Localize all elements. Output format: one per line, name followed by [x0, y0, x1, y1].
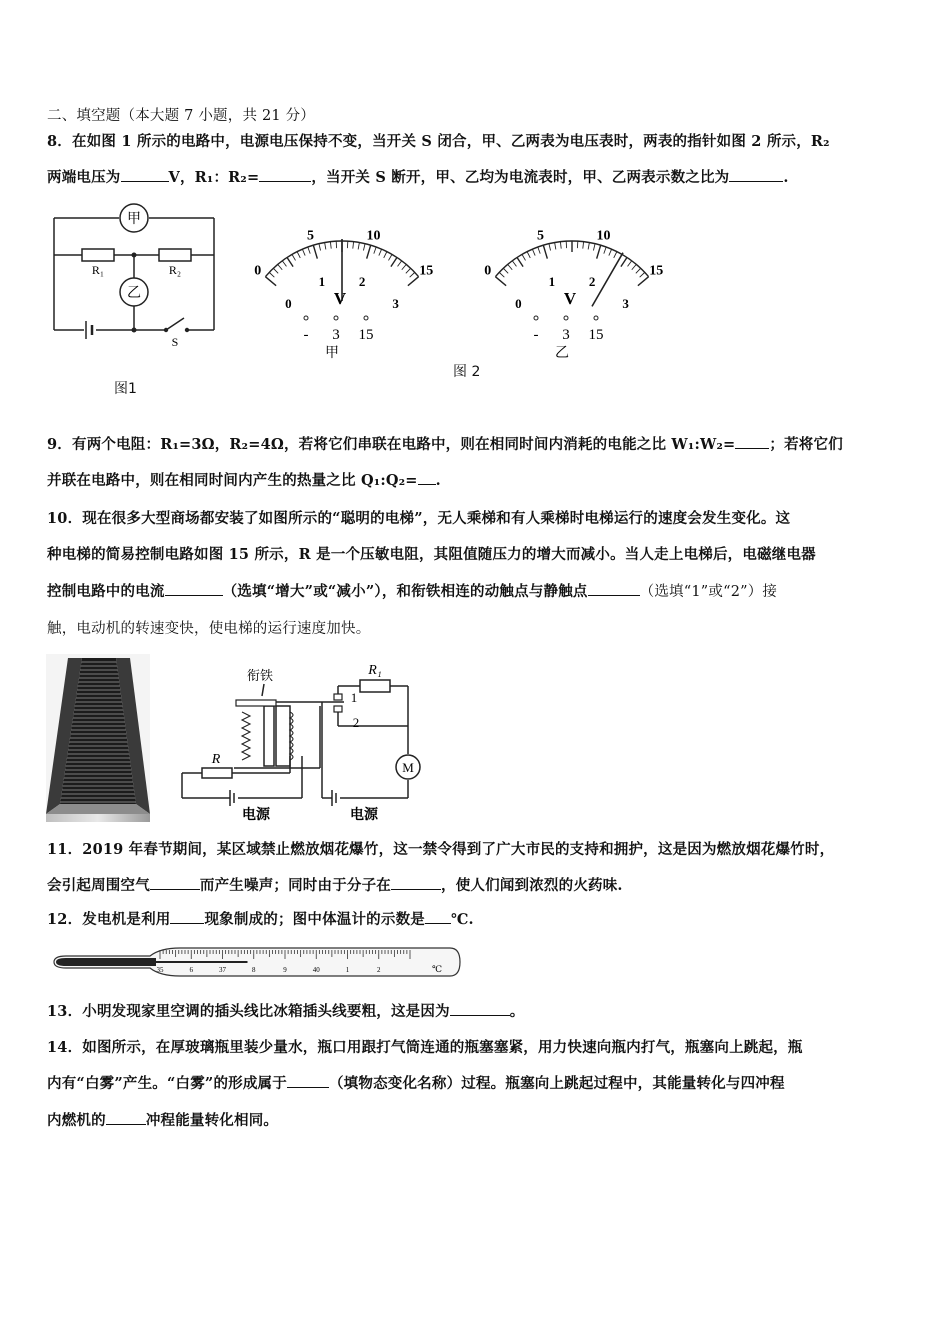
- scale-tick: [604, 247, 606, 254]
- answer-blank[interactable]: [106, 1110, 146, 1125]
- relay-control-circuit: [172, 656, 432, 824]
- answer-blank[interactable]: [735, 434, 769, 449]
- terminal-label: 15: [358, 327, 374, 343]
- scale-tick: [287, 257, 293, 266]
- answer-blank[interactable]: [450, 1001, 510, 1016]
- scale-tick: [517, 257, 523, 266]
- scale-tick: [358, 243, 359, 250]
- escalator-image: [46, 654, 150, 822]
- q13-text-b: 。: [509, 1003, 525, 1020]
- contact-1-label: 1: [350, 690, 358, 705]
- q11-text-a: 会引起周围空气: [47, 877, 150, 894]
- power-source-left-label: 电源: [242, 808, 270, 823]
- scale-tick: [588, 243, 589, 250]
- q12-text-a: 12．发电机是利用: [47, 911, 171, 928]
- section-title: 二、填空题（本大题 7 小题，共 21 分）: [47, 108, 316, 124]
- upper-scale-label: 15: [419, 263, 434, 279]
- meter-name-label: 甲: [325, 346, 339, 361]
- voltmeter-yi: [484, 229, 663, 361]
- q14-line3: [47, 1109, 278, 1130]
- terminal-label: 15: [588, 327, 604, 343]
- power-source-right-label: 电源: [350, 808, 378, 823]
- scale-tick: [319, 244, 321, 251]
- q10-line4: 触，电动机的转速变快，使电梯的运行速度加快。: [47, 621, 371, 637]
- thermometer-scale-label: 35: [156, 966, 164, 974]
- q9-text-b: ；若将它们: [769, 436, 843, 453]
- scale-tick: [508, 264, 512, 269]
- scale-tick: [278, 264, 282, 269]
- scale-tick: [632, 264, 636, 269]
- scale-tick: [398, 261, 402, 267]
- scale-tick: [527, 252, 530, 258]
- figure-2-voltmeters: [228, 206, 698, 366]
- q9-text-c: 并联在电路中，则在相同时间内产生的热量之比 Q₁:Q₂=: [47, 472, 418, 489]
- thermometer-scale-label: 37: [219, 966, 226, 974]
- scale-tick: [636, 268, 641, 273]
- scale-tick: [330, 242, 331, 249]
- scale-tick: [265, 277, 276, 286]
- answer-blank[interactable]: [287, 1073, 329, 1088]
- terminal-post: [334, 316, 338, 320]
- lower-scale-label: 2: [358, 273, 366, 289]
- clinical-thermometer: [50, 944, 462, 980]
- scale-tick: [374, 247, 376, 254]
- thermometer-scale-label: 6: [189, 966, 193, 974]
- scale-tick: [583, 242, 584, 249]
- r2-label: R₂: [168, 263, 182, 277]
- unit-label: V: [563, 289, 577, 308]
- r1-label: R₁: [91, 263, 105, 277]
- scale-tick: [297, 252, 300, 258]
- scale-tick: [522, 254, 526, 260]
- answer-blank[interactable]: [391, 875, 441, 890]
- terminal-post: [564, 316, 568, 320]
- q8-text-c: ，当开关 S 断开，甲、乙均为电流表时，甲、乙两表示数之比为: [311, 169, 730, 186]
- thermometer-scale-label: 40: [312, 966, 320, 974]
- scale-tick: [292, 254, 296, 260]
- q12-text-b: 现象制成的；图中体温计的示数是: [204, 911, 425, 928]
- lower-scale-label: 3: [392, 296, 399, 312]
- q10-text-b: （选填“增大”或“减小”），和衔铁相连的动触点与静触点: [222, 583, 588, 600]
- upper-scale-label: 10: [366, 228, 381, 244]
- scale-tick: [555, 243, 556, 250]
- answer-blank[interactable]: [170, 909, 204, 924]
- q9-text-a: 9．有两个电阻：R₁=3Ω，R₂=4Ω，若将它们串联在电路中，则在相同时间内消耗的电能之比 W₁:W₂=: [47, 436, 736, 453]
- q9-text-d: .: [435, 472, 441, 489]
- answer-blank[interactable]: [418, 470, 436, 485]
- scale-tick: [512, 261, 516, 267]
- answer-blank[interactable]: [729, 167, 783, 182]
- scale-tick: [614, 252, 617, 258]
- q10-text-c: （选填“1”或“2”）接: [639, 584, 778, 600]
- lower-scale-label: 1: [318, 273, 326, 289]
- q14-line1: 14．如图所示，在厚玻璃瓶里装少量水，瓶口用跟打气筒连通的瓶塞塞紧，用力快速向瓶内打气，瓶塞向上跳起，瓶: [47, 1039, 803, 1056]
- contact-2-label: 2: [352, 715, 360, 730]
- meter-yi-label: 乙: [127, 286, 141, 301]
- scale-tick: [389, 254, 393, 260]
- scale-tick: [499, 272, 504, 277]
- thermometer-scale-label: 1: [345, 966, 350, 974]
- q11-text-b: 而产生噪声；同时由于分子在: [199, 877, 392, 894]
- q8-text-a: 两端电压为: [47, 169, 121, 186]
- scale-tick: [308, 247, 310, 254]
- scale-tick: [408, 277, 419, 286]
- thermometer-scale-label: 8: [252, 966, 256, 974]
- unit-label: V: [333, 289, 347, 308]
- armature-label: 衔铁: [246, 668, 274, 683]
- answer-blank[interactable]: [425, 909, 451, 924]
- scale-tick: [325, 243, 326, 250]
- scale-tick: [628, 261, 632, 267]
- scale-tick: [560, 242, 561, 249]
- q8-text-d: .: [783, 169, 789, 186]
- scale-tick: [543, 245, 547, 258]
- q9-line1: [47, 433, 843, 454]
- scale-tick: [495, 277, 506, 286]
- r-label: R: [211, 752, 221, 767]
- upper-scale-label: 0: [484, 263, 492, 279]
- terminal-post: [304, 316, 308, 320]
- q11-line2: [47, 874, 623, 895]
- switch-label: S: [171, 335, 179, 349]
- lower-scale-label: 0: [285, 296, 292, 312]
- terminal-label: 3: [332, 327, 340, 343]
- q9-line2: [47, 469, 441, 490]
- terminal-post: [364, 316, 368, 320]
- scale-tick: [597, 245, 601, 258]
- scale-tick: [384, 252, 387, 258]
- terminal-post: [594, 316, 598, 320]
- lower-scale-label: 2: [588, 273, 596, 289]
- scale-tick: [402, 264, 406, 269]
- figure-2-caption: 图 2: [453, 364, 481, 380]
- figure-1-caption: 图1: [114, 381, 137, 397]
- scale-tick: [391, 257, 397, 266]
- q8-text-b: V，R₁：R₂=: [168, 169, 260, 186]
- q14-text-b: （填物态变化名称）过程。瓶塞向上跳起过程中，其能量转化与四冲程: [328, 1075, 785, 1092]
- q14-line2: [47, 1072, 785, 1093]
- q13-line1: [47, 1000, 524, 1021]
- voltmeter-jia: [254, 229, 433, 361]
- scale-tick: [549, 244, 551, 251]
- r1-label: R₁: [368, 663, 382, 678]
- scale-tick: [313, 245, 317, 258]
- scale-tick: [532, 249, 535, 255]
- terminal-label: -: [303, 327, 309, 343]
- q14-text-d: 冲程能量转化相同。: [145, 1112, 279, 1129]
- q10-text-a: 控制电路中的电流: [47, 583, 165, 600]
- q10-line3: [47, 580, 777, 601]
- terminal-label: -: [533, 327, 539, 343]
- scale-tick: [367, 245, 371, 258]
- q12-text-c: ℃.: [450, 911, 474, 928]
- thermometer-scale-label: 2: [377, 966, 381, 974]
- upper-scale-label: 5: [536, 228, 544, 244]
- scale-tick: [363, 244, 365, 251]
- q12-line1: [47, 908, 474, 929]
- q14-text-a: 内有“白雾”产生。“白雾”的形成属于: [47, 1075, 287, 1092]
- scale-tick: [410, 272, 415, 277]
- q10-line1: 10．现在很多大型商场都安装了如图所示的“聪明的电梯”，无人乘梯和有人乘梯时电梯运行的速度会发生变化。这: [47, 510, 791, 527]
- scale-tick: [269, 272, 274, 277]
- scale-tick: [282, 261, 286, 267]
- meter-name-label: 乙: [555, 346, 569, 361]
- scale-tick: [503, 268, 508, 273]
- q13-text-a: 13．小明发现家里空调的插头线比冰箱插头线要粗，这是因为: [47, 1003, 450, 1020]
- answer-blank[interactable]: [259, 167, 311, 182]
- terminal-label: 3: [562, 327, 570, 343]
- answer-blank[interactable]: [150, 875, 200, 890]
- answer-blank[interactable]: [588, 581, 640, 596]
- upper-scale-label: 0: [254, 263, 262, 279]
- scale-tick: [593, 244, 595, 251]
- q8-line2: [47, 166, 789, 187]
- scale-tick: [353, 242, 354, 249]
- lower-scale-label: 3: [622, 296, 629, 312]
- upper-scale-label: 15: [649, 263, 664, 279]
- scale-tick: [379, 249, 382, 255]
- q11-text-c: ，使人们闻到浓烈的火药味.: [441, 877, 623, 894]
- meter-needle: [592, 253, 623, 307]
- answer-blank[interactable]: [121, 167, 169, 182]
- scale-tick: [621, 257, 627, 266]
- lower-scale-label: 1: [548, 273, 556, 289]
- scale-tick: [640, 272, 645, 277]
- answer-blank[interactable]: [165, 581, 223, 596]
- q11-line1: 11．2019 年春节期间，某区域禁止燃放烟花爆竹，这一禁令得到了广大市民的支持和拥护，这是因为燃放烟花爆竹时，: [47, 841, 835, 858]
- upper-scale-label: 10: [596, 228, 611, 244]
- meter-jia-label: 甲: [127, 212, 141, 227]
- thermometer-unit-label: ℃: [432, 964, 443, 974]
- figure-1-circuit: [44, 200, 224, 350]
- thermometer-scale-label: 9: [283, 966, 287, 974]
- upper-scale-label: 5: [306, 228, 314, 244]
- scale-tick: [302, 249, 305, 255]
- scale-tick: [406, 268, 411, 273]
- q8-line1: 8．在如图 1 所示的电路中，电源电压保持不变，当开关 S 闭合，甲、乙两表为电压表时，两表的指针如图 2 所示，R₂: [47, 133, 830, 150]
- lower-scale-label: 0: [515, 296, 522, 312]
- scale-tick: [638, 277, 649, 286]
- scale-tick: [538, 247, 540, 254]
- q10-line2: 种电梯的简易控制电路如图 15 所示，R 是一个压敏电阻，其阻值随压力的增大而减小。当人走上电梯后，电磁继电器: [47, 546, 816, 563]
- motor-label: M: [402, 760, 414, 775]
- scale-tick: [609, 249, 612, 255]
- scale-tick: [273, 268, 278, 273]
- q14-text-c: 内燃机的: [47, 1112, 106, 1129]
- terminal-post: [534, 316, 538, 320]
